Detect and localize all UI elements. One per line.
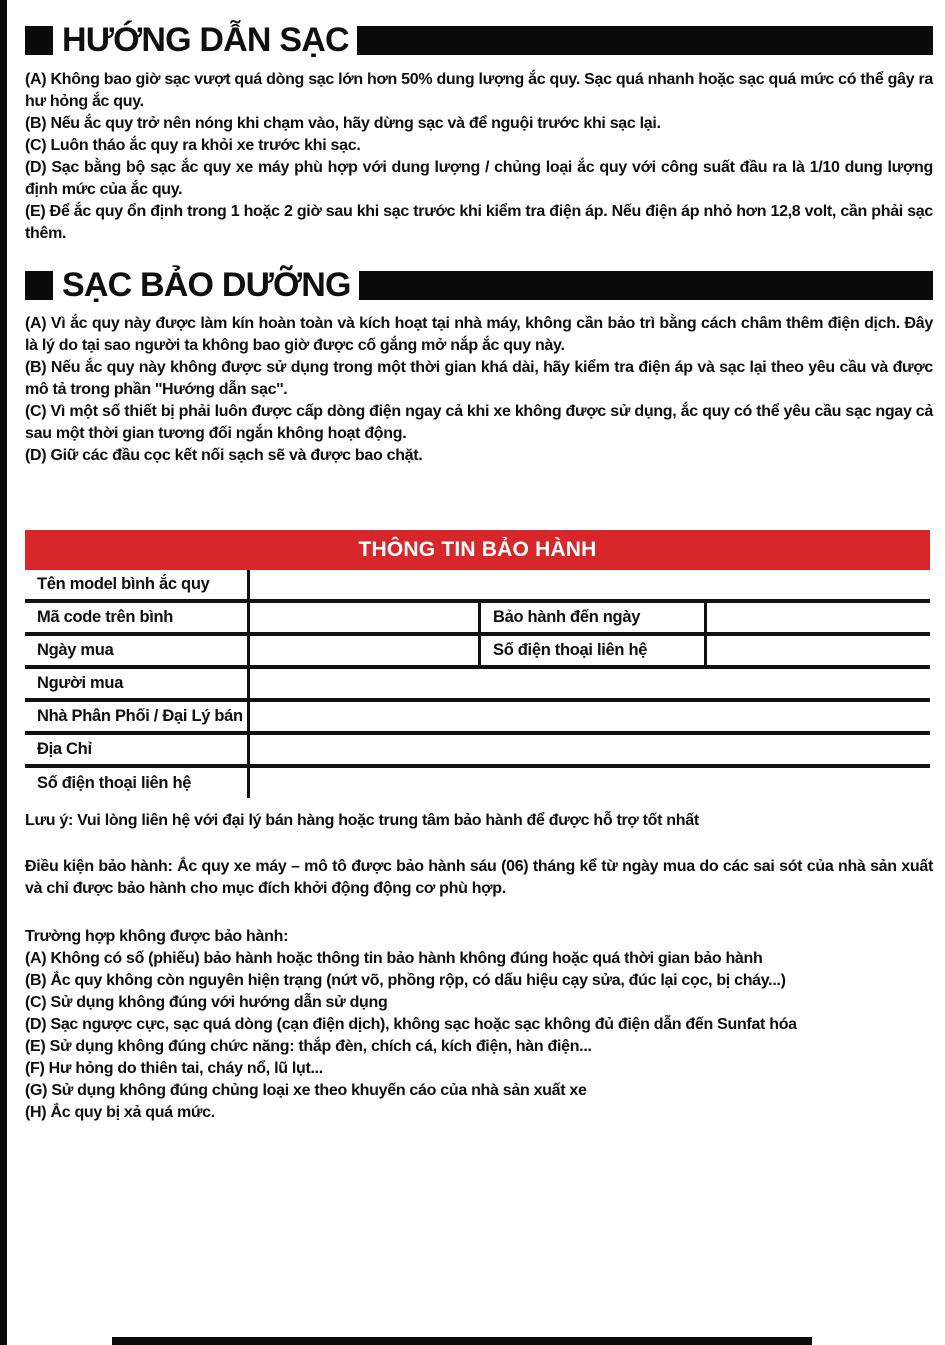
charging-instruction-item-d: (D) Sạc bằng bộ sạc ắc quy xe máy phù hợp với dung lượng / chủng loại ắc quy với công suất đầu ra là 1/10 dung lượng định mức của ắc quy. (25, 159, 933, 198)
header-rule-bar (359, 271, 933, 300)
table-row-buyer (25, 669, 930, 702)
header-rule-bar (357, 26, 933, 55)
support-note: Lưu ý: Vui lòng liên hệ với đại lý bán hàng hoặc trung tâm bảo hành để được hỗ trợ tốt nhất (25, 812, 699, 829)
section-title-maintenance: SẠC BẢO DƯỠNG (62, 266, 351, 304)
table-label-warranty-until: Bảo hành đến ngày (481, 603, 707, 632)
table-label-purchase-date: Ngày mua (25, 636, 250, 665)
bottom-crop-mark-bar (112, 1337, 812, 1345)
table-fill-in-address[interactable] (250, 735, 930, 764)
section-header-charging (25, 17, 933, 63)
charging-instructions-list (25, 69, 933, 245)
maintenance-item-c: (C) Vì một số thiết bị phải luôn được cấp dòng điện ngay cả khi xe không được sử dụng, ắc quy có thể yêu cầu sạc ngay cả sau một thời gian tương đối ngắn không hoạt động. (25, 403, 933, 442)
table-label-seller-phone: Số điện thoại liên hệ (25, 768, 250, 798)
table-label-buyer: Người mua (25, 669, 250, 698)
exclusion-item-f: (F) Hư hỏng do thiên tai, cháy nổ, lũ lụt... (25, 1060, 323, 1077)
table-row-distributor (25, 702, 930, 735)
exclusion-item-b: (B) Ắc quy không còn nguyên hiện trạng (nứt võ, phồng rộp, có dấu hiệu cạy sửa, đúc lại cọc, bị cháy...) (25, 972, 786, 989)
table-fill-in-warranty-until[interactable] (707, 603, 930, 632)
exclusions-title: Trường hợp không được bảo hành: (25, 928, 289, 945)
table-label-code: Mã code trên bình (25, 603, 250, 632)
left-edge-bar (0, 0, 7, 1345)
square-bullet-icon (25, 271, 53, 300)
warranty-table-title: THÔNG TIN BẢO HÀNH (25, 530, 930, 570)
maintenance-item-a: (A) Vì ắc quy này được làm kín hoàn toàn và kích hoạt tại nhà máy, không cần bảo trì bằng cách châm thêm điện dịch. Đây là lý do tại sao người ta không bao giờ được cố gắng mở nắp ắc quy này. (25, 315, 933, 354)
table-label-contact-phone: Số điện thoại liên hệ (481, 636, 707, 665)
table-fill-in-model[interactable] (250, 570, 930, 599)
table-row-purchasedate-phone (25, 636, 930, 669)
exclusion-item-d: (D) Sạc ngược cực, sạc quá dòng (cạn điện dịch), không sạc hoặc sạc không đủ điện dẫn đến Sunfat hóa (25, 1016, 797, 1033)
exclusion-item-e: (E) Sử dụng không đúng chức năng: thắp đèn, chích cá, kích điện, hàn điện... (25, 1038, 592, 1055)
table-label-distributor: Nhà Phân Phối / Đại Lý bán (25, 702, 250, 731)
section-header-maintenance (25, 262, 933, 308)
exclusion-item-c: (C) Sử dụng không đúng với hướng dẫn sử dụng (25, 994, 388, 1011)
exclusion-item-h: (H) Ắc quy bị xả quá mức. (25, 1104, 215, 1121)
charging-instruction-item-b: (B) Nếu ắc quy trở nên nóng khi chạm vào, hãy dừng sạc và để nguội trước khi sạc lại. (25, 115, 661, 132)
document-content (25, 0, 933, 1124)
charging-instruction-item-c: (C) Luôn tháo ắc quy ra khỏi xe trước khi sạc. (25, 137, 361, 154)
maintenance-instructions-list (25, 313, 933, 467)
table-fill-in-code[interactable] (250, 603, 481, 632)
warranty-exclusions-list (25, 926, 933, 1124)
table-fill-in-buyer[interactable] (250, 669, 930, 698)
table-row-code-warrantydate (25, 603, 930, 636)
exclusion-item-a: (A) Không có số (phiếu) bảo hành hoặc thông tin bảo hành không đúng hoặc quá thời gian bảo hành (25, 950, 763, 967)
square-bullet-icon (25, 26, 53, 55)
table-row-address (25, 735, 930, 768)
table-fill-in-purchase-date[interactable] (250, 636, 481, 665)
section-title-charging: HƯỚNG DẪN SẠC (62, 21, 349, 59)
table-row-seller-phone (25, 768, 930, 798)
table-label-address: Địa Chỉ (25, 735, 250, 764)
table-row-model (25, 570, 930, 603)
warranty-conditions-note: Điều kiện bảo hành: Ắc quy xe máy – mô tô được bảo hành sáu (06) tháng kể từ ngày mua do các sai sót của nhà sản xuất và chỉ được bảo hành cho mục đích khởi động động cơ phù hợp. (25, 858, 933, 897)
charging-instruction-item-a: (A) Không bao giờ sạc vượt quá dòng sạc lớn hơn 50% dung lượng ắc quy. Sạc quá nhanh hoặc sạc quá mức có thể gây ra hư hỏng ắc quy. (25, 71, 933, 110)
table-fill-in-seller-phone[interactable] (250, 768, 930, 798)
charging-instruction-item-e: (E) Để ắc quy ổn định trong 1 hoặc 2 giờ sau khi sạc trước khi kiểm tra điện áp. Nếu điện áp nhỏ hơn 12,8 volt, cần phải sạc thêm. (25, 203, 933, 242)
maintenance-item-d: (D) Giữ các đầu cọc kết nối sạch sẽ và được bao chặt. (25, 447, 423, 464)
table-fill-in-contact-phone[interactable] (707, 636, 930, 665)
table-fill-in-distributor[interactable] (250, 702, 930, 731)
maintenance-item-b: (B) Nếu ắc quy này không được sử dụng trong một thời gian khá dài, hãy kiểm tra điện áp và sạc lại theo yêu cầu và được mô tả trong phần ''Hướng dẫn sạc''. (25, 359, 933, 398)
warranty-table (25, 530, 930, 798)
exclusion-item-g: (G) Sử dụng không đúng chủng loại xe theo khuyến cáo của nhà sản xuất xe (25, 1082, 587, 1099)
table-label-model: Tên model bình ắc quy (25, 570, 250, 599)
